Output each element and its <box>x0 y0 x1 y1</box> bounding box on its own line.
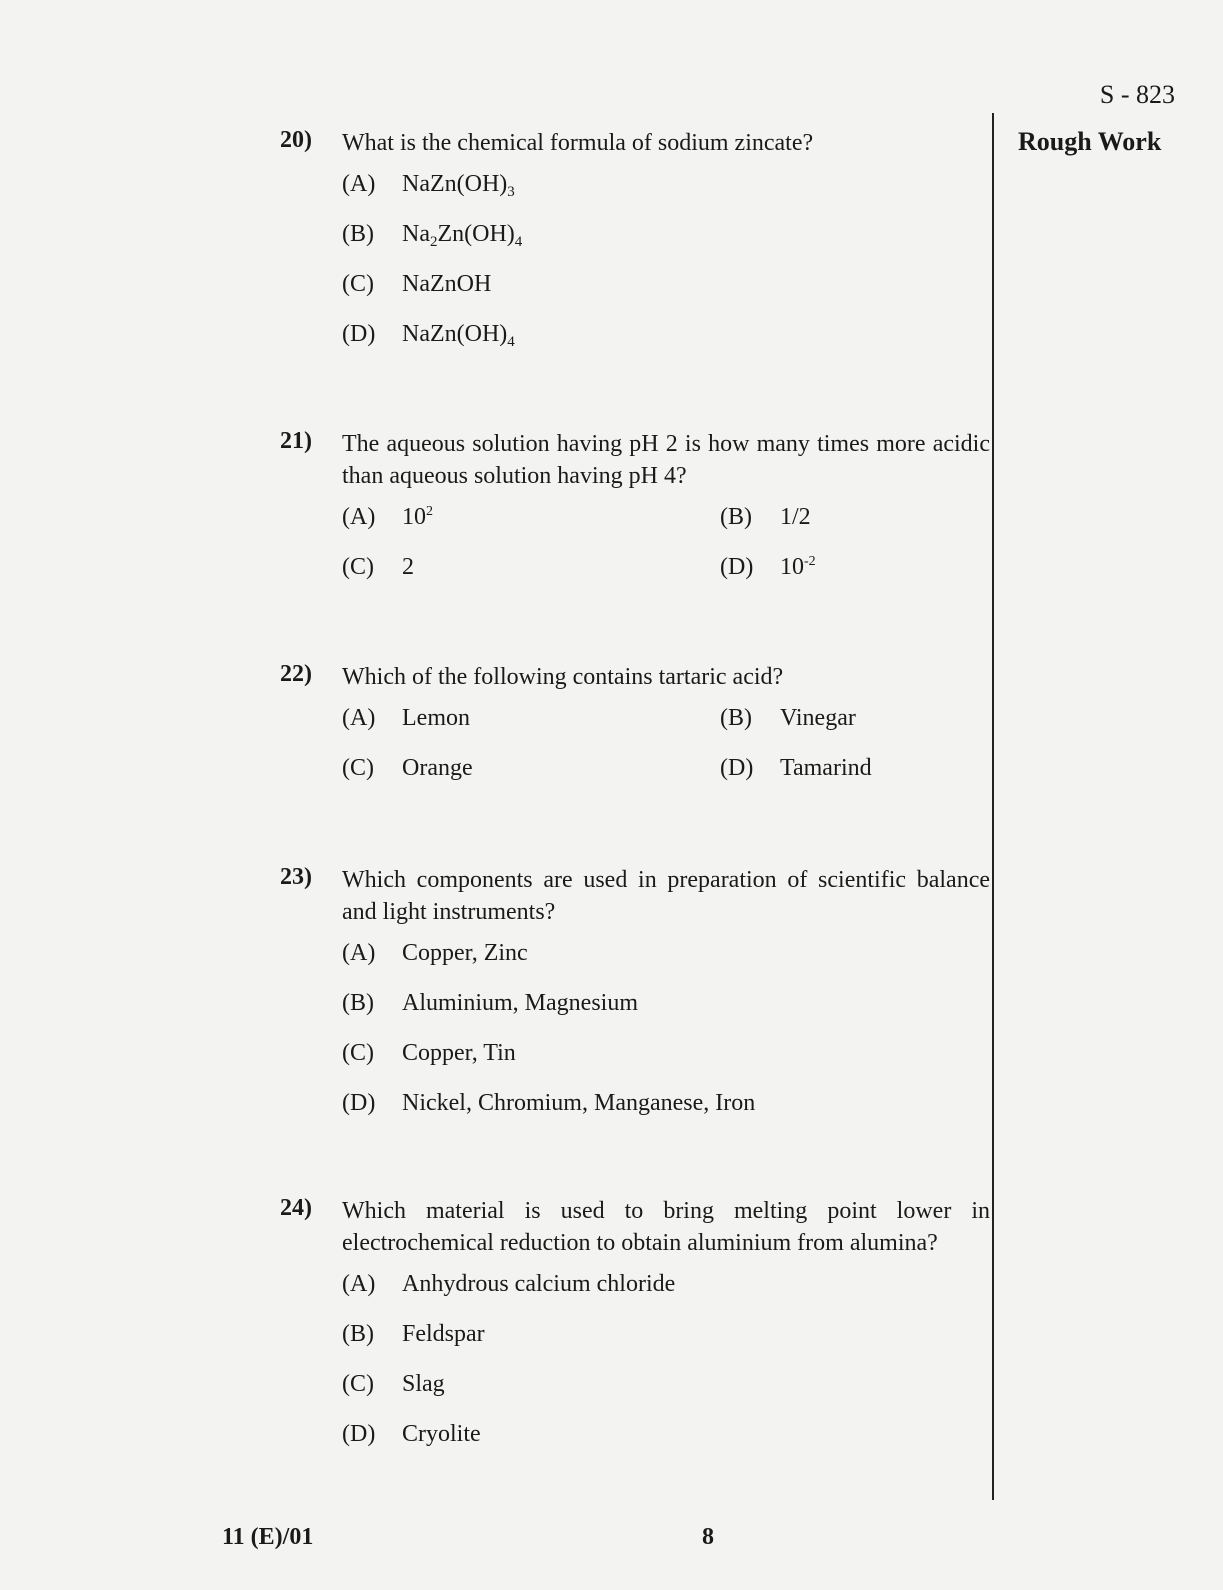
option-b <box>342 990 990 1040</box>
question-text: Which components are used in preparation of scientific balance and light instruments? <box>342 867 990 925</box>
rough-work-divider <box>992 113 994 1500</box>
formula-part: NaZn(OH) <box>402 171 508 197</box>
formula-subscript: 2 <box>429 234 438 250</box>
option-b <box>342 1321 990 1371</box>
option-label: (D) <box>342 1421 376 1447</box>
option-c <box>342 554 720 604</box>
option-label: (D) <box>342 1090 376 1116</box>
option-label: (D) <box>720 755 754 781</box>
option-a <box>342 940 990 990</box>
rough-work-heading: Rough Work <box>1018 127 1162 156</box>
option-label: (C) <box>342 1040 374 1066</box>
option-text: Copper, Zinc <box>402 940 528 966</box>
option-d <box>720 755 1020 805</box>
option-label: (D) <box>342 321 376 347</box>
option-label: (C) <box>342 554 374 580</box>
option-c <box>342 755 720 805</box>
option-b <box>342 221 990 271</box>
option-label: (A) <box>342 705 376 731</box>
value-base: 10 <box>780 554 804 580</box>
option-a <box>342 171 990 221</box>
question-20 <box>280 127 990 371</box>
option-text: Orange <box>402 755 473 781</box>
formula-part: Na <box>402 221 430 247</box>
formula-subscript: 4 <box>507 334 515 350</box>
paper-code-header: S - 823 <box>1099 80 1175 109</box>
question-text: Which of the following contains tartaric acid? <box>342 664 784 690</box>
question-number: 20) <box>280 127 312 153</box>
footer-paper-code: 11 (E)/01 <box>222 1524 314 1550</box>
option-label: (B) <box>342 990 374 1016</box>
option-a <box>342 705 720 755</box>
option-label: (B) <box>342 221 374 247</box>
option-label: (C) <box>342 1371 374 1397</box>
question-number: 22) <box>280 661 312 687</box>
option-c <box>342 1040 990 1090</box>
option-label: (B) <box>342 1321 374 1347</box>
option-text: Slag <box>402 1371 445 1397</box>
option-label: (A) <box>342 504 376 530</box>
option-label: (B) <box>720 504 752 530</box>
option-text: Cryolite <box>402 1421 481 1447</box>
option-text: Aluminium, Magnesium <box>402 990 638 1016</box>
option-label: (A) <box>342 1271 376 1297</box>
value-base: 10 <box>402 504 426 530</box>
question-text: Which material is used to bring melting point lower in electrochemical reduction to obtain aluminium from alumina? <box>342 1198 990 1256</box>
option-label: (A) <box>342 940 376 966</box>
option-text: Vinegar <box>780 705 856 731</box>
option-d <box>342 1421 990 1471</box>
formula-part: NaZn(OH) <box>402 321 508 347</box>
option-text: Feldspar <box>402 1321 485 1347</box>
option-c <box>342 1371 990 1421</box>
page-number: 8 <box>702 1524 714 1550</box>
option-label: (C) <box>342 271 374 297</box>
value-base: 2 <box>402 554 414 580</box>
question-22 <box>280 661 990 805</box>
question-text: The aqueous solution having pH 2 is how many times more acidic than aqueous solution having pH 4? <box>342 431 990 489</box>
option-text: Nickel, Chromium, Manganese, Iron <box>402 1090 756 1116</box>
question-text: What is the chemical formula of sodium zincate? <box>342 130 814 156</box>
value-base: 1/2 <box>780 504 811 530</box>
question-number: 23) <box>280 864 312 890</box>
option-text: Lemon <box>402 705 470 731</box>
question-23 <box>280 864 990 1140</box>
option-text: Anhydrous calcium chloride <box>402 1271 676 1297</box>
option-c <box>342 271 990 321</box>
option-b <box>720 504 1020 554</box>
option-d <box>342 1090 990 1140</box>
option-text: Tamarind <box>780 755 872 781</box>
value-exponent: 2 <box>426 504 433 519</box>
option-label: (A) <box>342 171 376 197</box>
option-a <box>342 1271 990 1321</box>
value-exponent: -2 <box>804 554 816 569</box>
question-number: 21) <box>280 428 312 454</box>
option-label: (C) <box>342 755 374 781</box>
option-d <box>720 554 1020 604</box>
formula-subscript: 3 <box>507 184 515 200</box>
formula-part: NaZnOH <box>402 271 492 297</box>
question-number: 24) <box>280 1195 312 1221</box>
formula-part: Zn(OH) <box>437 221 515 247</box>
option-label: (B) <box>720 705 752 731</box>
question-21 <box>280 428 990 604</box>
option-label: (D) <box>720 554 754 580</box>
question-24 <box>280 1195 990 1471</box>
option-text: Copper, Tin <box>402 1040 516 1066</box>
option-b <box>720 705 1020 755</box>
formula-subscript: 4 <box>514 234 523 250</box>
option-a <box>342 504 720 554</box>
option-d <box>342 321 990 371</box>
